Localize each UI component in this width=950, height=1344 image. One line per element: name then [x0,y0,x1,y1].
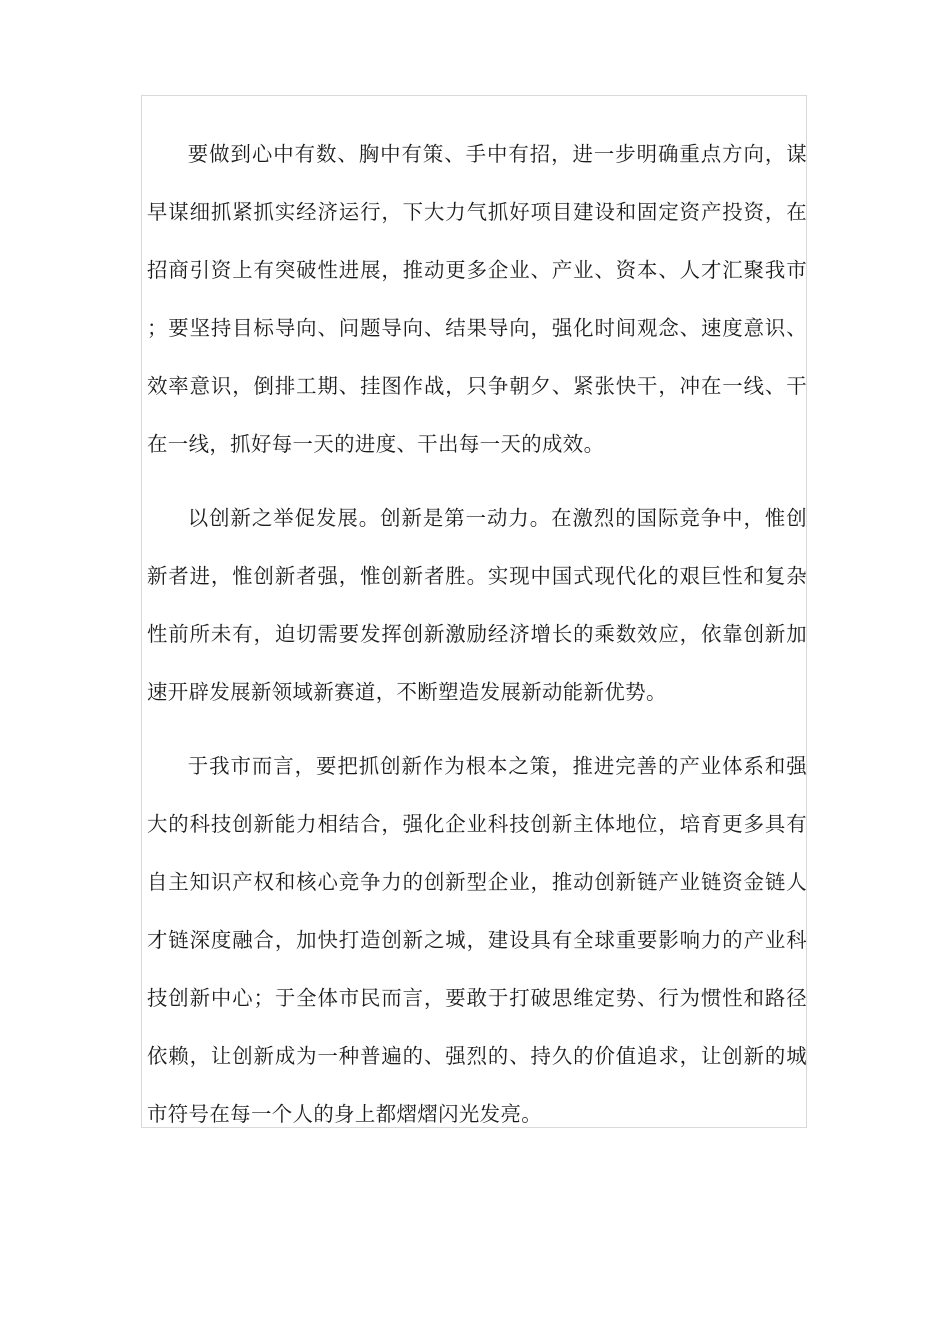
paragraph-2: 以创新之举促发展。创新是第一动力。在激烈的国际竞争中，惟创新者进，惟创新者强，惟创新者胜。实现中国式现代化的艰巨性和复杂性前所未有，迫切需要发挥创新激励经济增长的乘数效应，依靠创新加速开辟发展新领域新赛道，不断塑造发展新动能新优势。 [147,506,807,704]
text-frame [141,95,807,1128]
paragraph-3: 于我市而言，要把抓创新作为根本之策，推进完善的产业体系和强大的科技创新能力相结合，强化企业科技创新主体地位，培育更多具有自主知识产权和核心竞争力的创新型企业，推动创新链产业链资金链人才链深度融合，加快打造创新之城，建设具有全球重要影响力的产业科技创新中心；于全体市民而言，要敢于打破思维定势、行为惯性和路径依赖，让创新成为一种普遍的、强烈的、持久的价值追求，让创新的城市符号在每一个人的身上都熠熠闪光发亮。 [147,754,807,1126]
document-body [147,125,807,1143]
paragraph-1: 要做到心中有数、胸中有策、手中有招，进一步明确重点方向，谋早谋细抓紧抓实经济运行，下大力气抓好项目建设和固定资产投资，在招商引资上有突破性进展，推动更多企业、产业、资本、人才汇聚我市；要坚持目标导向、问题导向、结果导向，强化时间观念、速度意识、效率意识，倒排工期、挂图作战，只争朝夕、紧张快干，冲在一线、干在一线，抓好每一天的进度、干出每一天的成效。 [147,142,807,456]
